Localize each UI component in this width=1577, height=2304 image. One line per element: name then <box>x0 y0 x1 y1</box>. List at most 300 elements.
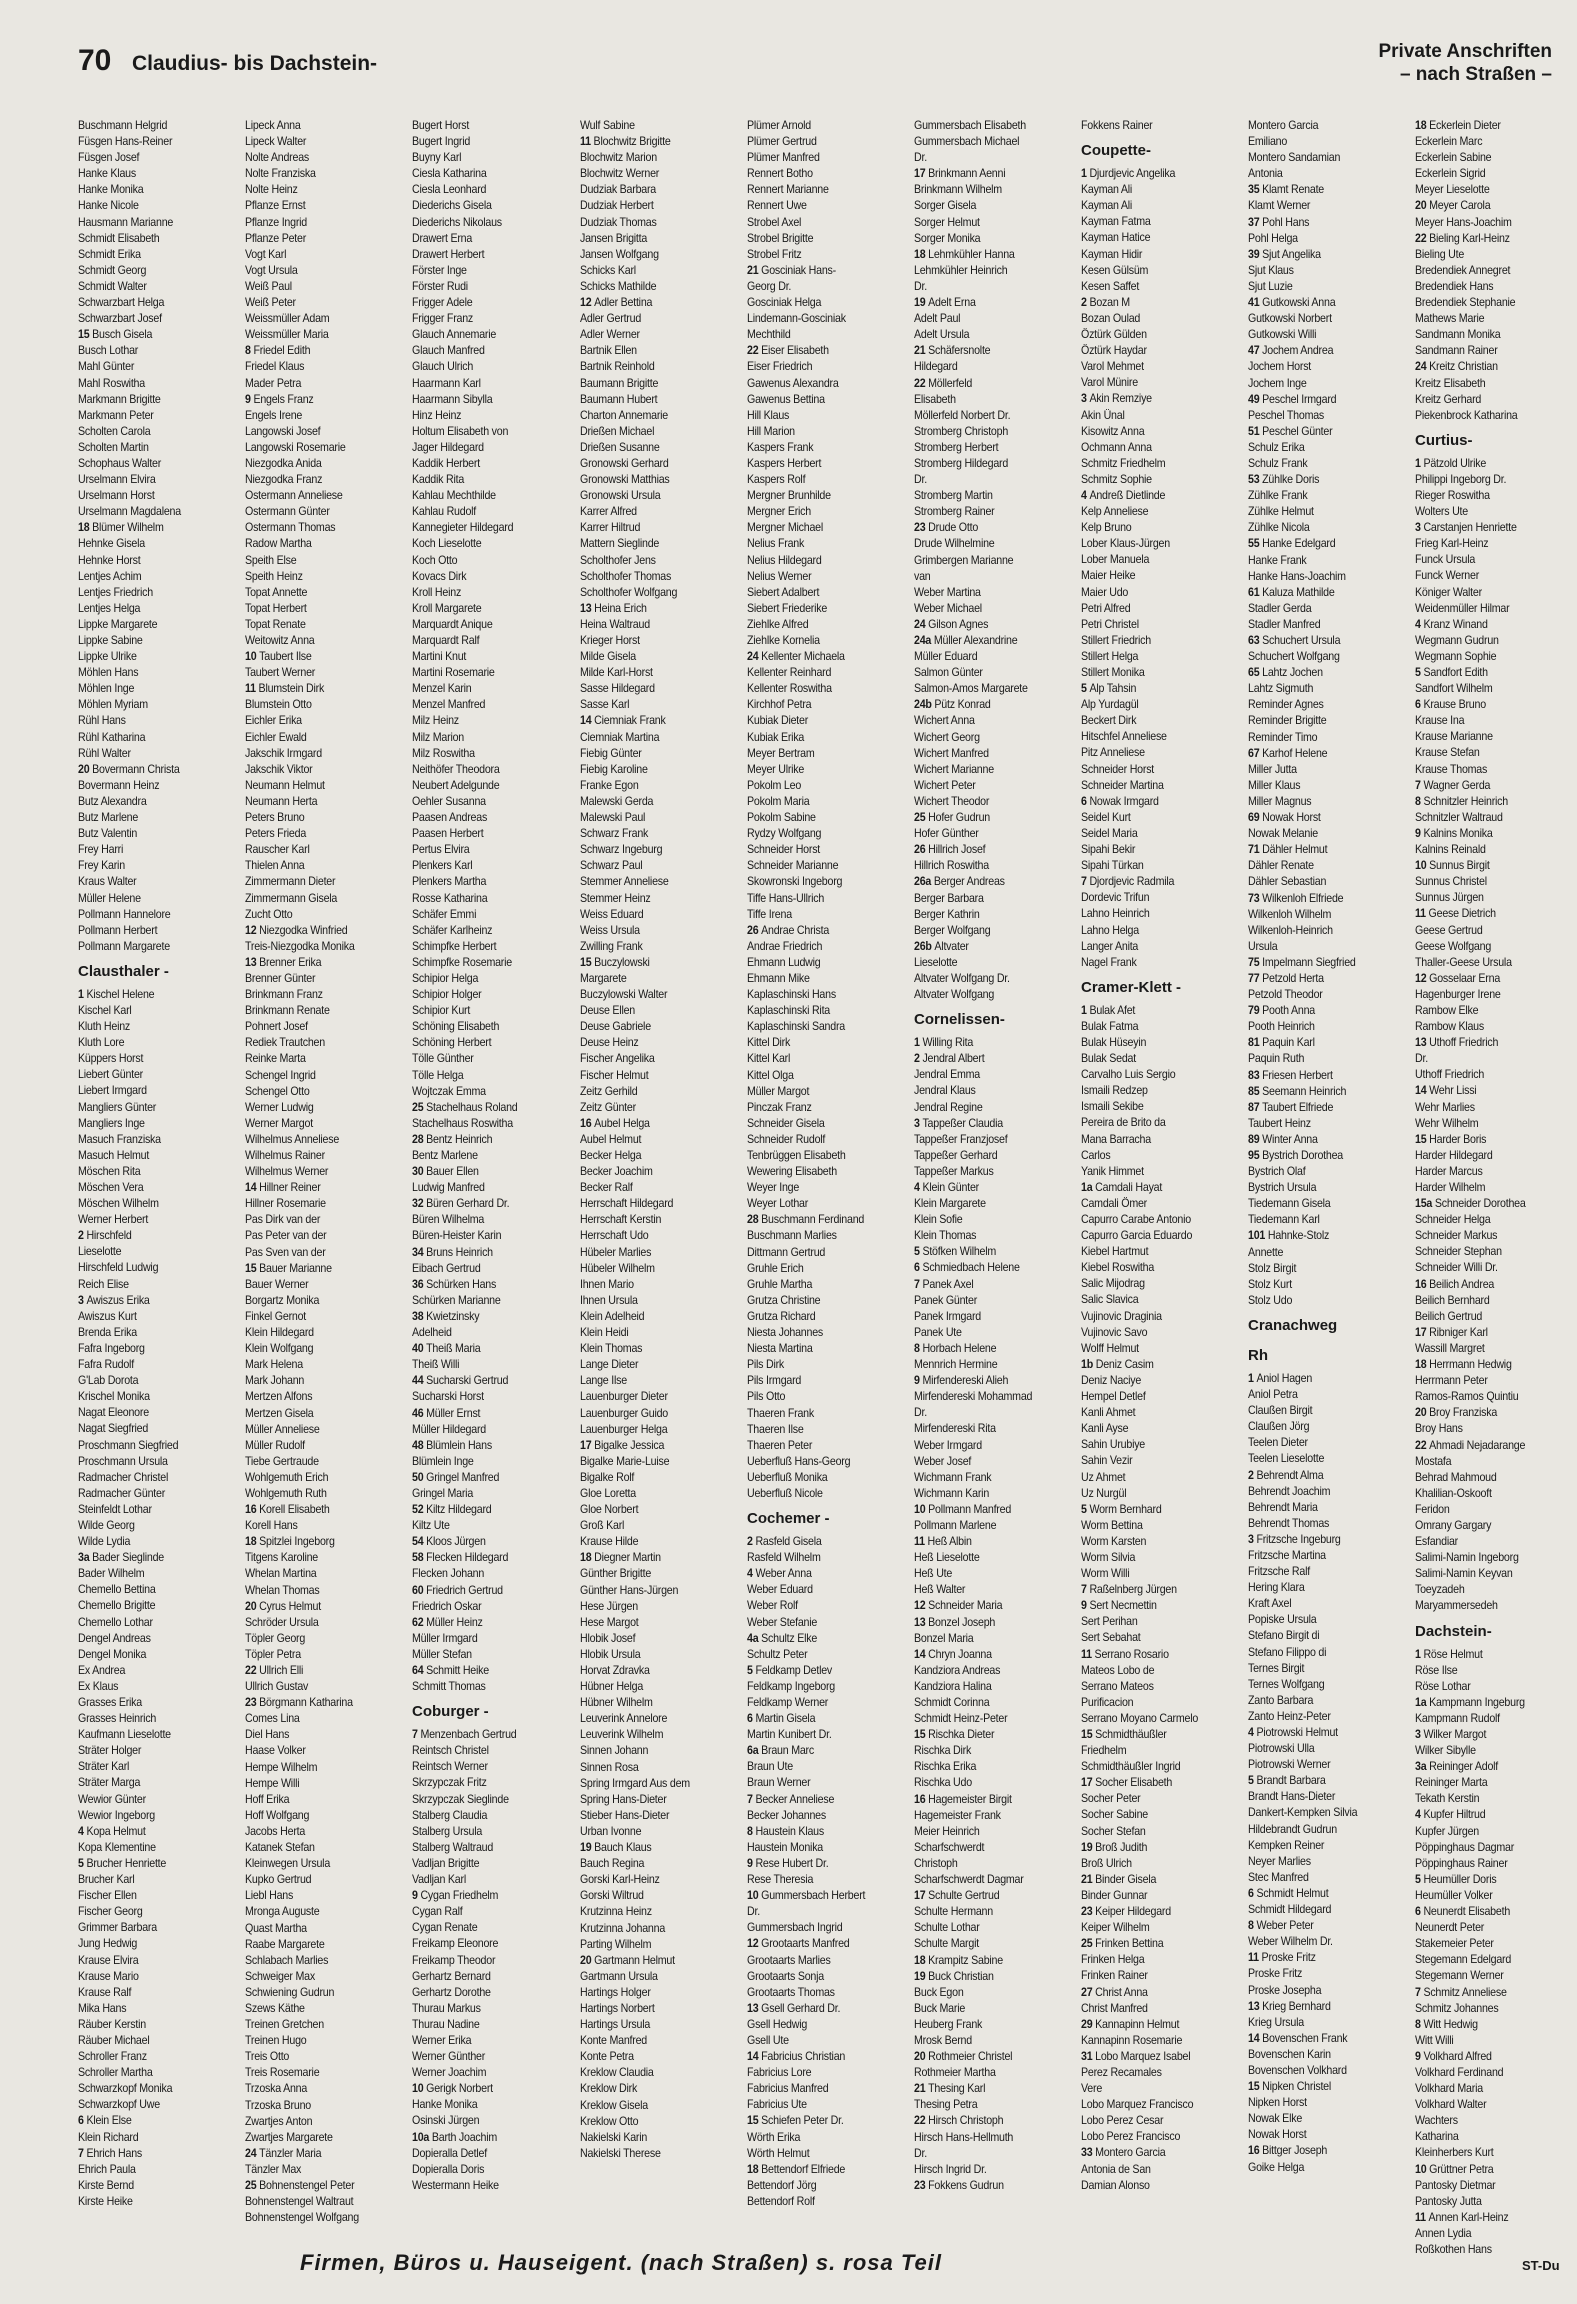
resident-entry: Ostermann Anneliese <box>245 489 343 503</box>
resident-entry: Schneider Markus <box>1415 1229 1498 1243</box>
resident-entry: Wichert Manfred <box>914 746 989 760</box>
resident-entry: Sahin Urubiye <box>1081 1438 1146 1452</box>
resident-entry: Büren-Heister Karin <box>412 1229 502 1243</box>
resident-entry: Reininger Marta <box>1415 1776 1488 1790</box>
resident-entry: 48 Blümlein Hans <box>412 1438 492 1452</box>
resident-entry: Grootaarts Marlies <box>747 1953 831 1967</box>
resident-entry: Urselmann Magdalena <box>78 505 181 519</box>
resident-entry: Bystrich Olaf <box>1248 1165 1306 1179</box>
resident-entry: Stillert Friedrich <box>1081 633 1151 647</box>
resident-entry: Dudziak Thomas <box>580 215 657 229</box>
resident-entry: Alp Yurdagül <box>1081 698 1139 712</box>
resident-entry: Reminder Brigitte <box>1248 714 1327 728</box>
resident-entry: Schwarzkopf Uwe <box>78 2098 160 2112</box>
resident-entry: Kaplaschinski Hans <box>747 988 836 1002</box>
resident-entry: Cygan Renate <box>412 1921 478 1935</box>
resident-entry: Martini Rosemarie <box>412 666 495 680</box>
resident-entry: Thaeren Frank <box>747 1406 814 1420</box>
page-range: Claudius- bis Dachstein- <box>132 52 378 75</box>
resident-entry: Drawert Erna <box>412 231 473 245</box>
resident-entry: Ciesla Leonhard <box>412 183 487 197</box>
resident-entry: Günther Brigitte <box>580 1567 652 1581</box>
resident-entry: 13 Uthoff Friedrich <box>1415 1036 1499 1050</box>
resident-entry: Fischer Georg <box>78 1905 143 1919</box>
resident-entry: Schneider Horst <box>1081 762 1155 776</box>
resident-entry: Klein Sofie <box>914 1213 963 1227</box>
resident-entry: Müller Hildegard <box>412 1422 486 1436</box>
resident-entry: Treinen Gretchen <box>245 2018 324 2032</box>
resident-entry: Frey Harri <box>78 843 124 857</box>
resident-entry: Füsgen Hans-Reiner <box>78 135 173 149</box>
resident-entry: Lange Ilse <box>580 1374 627 1388</box>
resident-entry: Siebert Friederike <box>747 601 828 615</box>
resident-entry: Plümer Arnold <box>747 119 812 132</box>
resident-entry: Kesen Gülsüm <box>1081 263 1149 277</box>
section-title-line1: Private Anschriften <box>1378 41 1552 62</box>
resident-entry: Behrad Mahmoud <box>1415 1470 1497 1484</box>
resident-entry: Stromberg Christoph <box>914 424 1009 438</box>
resident-entry: Meyer Lieselotte <box>1415 183 1490 197</box>
resident-entry: Haase Volker <box>245 1744 306 1758</box>
resident-entry: Kittel Karl <box>747 1052 791 1066</box>
resident-entry: 10 Gerigk Norbert <box>412 2082 493 2096</box>
resident-entry: Masuch Franziska <box>78 1132 161 1146</box>
resident-entry: Topat Herbert <box>245 601 307 615</box>
resident-entry: Weitowitz Anna <box>245 634 315 647</box>
resident-entry: Heina Waltraud <box>580 617 650 631</box>
resident-entry: Stromberg Rainer <box>914 505 995 519</box>
resident-entry: 73 Wilkenloh Elfriede <box>1248 891 1344 905</box>
resident-entry: Altvater Wolfgang Dr. <box>914 971 1010 985</box>
resident-entry: 3 Carstanjen Henriette <box>1415 521 1517 535</box>
resident-entry: Adler Werner <box>580 328 640 342</box>
resident-entry: Harder Marcus <box>1415 1164 1483 1178</box>
resident-entry: Lieselotte <box>914 955 958 969</box>
resident-entry: Thielen Anna <box>245 859 305 873</box>
resident-entry: 15a Schneider Dorothea <box>1415 1197 1526 1211</box>
resident-entry: Fokkens Rainer <box>1081 119 1153 132</box>
resident-entry: Radow Martha <box>245 537 312 551</box>
resident-entry: Dr. <box>914 1406 927 1420</box>
resident-entry: Osinski Jürgen <box>412 2114 480 2128</box>
resident-entry: Lieselotte <box>78 1245 122 1259</box>
resident-entry: Kampmann Rudolf <box>1415 1711 1500 1725</box>
resident-entry: Milz Heinz <box>412 714 459 728</box>
resident-entry: Stieber Hans-Dieter <box>580 1808 670 1822</box>
resident-entry: Thurau Nadine <box>412 2017 480 2031</box>
resident-entry: Nakielski Therese <box>580 2146 661 2160</box>
resident-entry: Lahno Heinrich <box>1081 907 1150 921</box>
resident-entry: Nagat Eleonore <box>78 1406 149 1420</box>
resident-entry: Schöning Herbert <box>412 1036 492 1050</box>
resident-entry: Ismaili Sekibe <box>1081 1100 1144 1114</box>
resident-entry: Niesta Martina <box>747 1342 813 1356</box>
resident-entry: Werner Ludwig <box>245 1100 314 1114</box>
resident-entry: Awiszus Kurt <box>78 1309 137 1323</box>
resident-entry: Grimbergen Marianne <box>914 553 1014 567</box>
resident-entry: Kupfer Jürgen <box>1415 1824 1480 1838</box>
resident-entry: Philippi Ingeborg Dr. <box>1415 472 1507 486</box>
resident-entry: 41 Gutkowski Anna <box>1248 296 1336 310</box>
resident-entry: 1 Djurdjevic Angelika <box>1081 167 1176 181</box>
resident-entry: Panek Ute <box>914 1325 962 1339</box>
resident-entry: Stegemann Werner <box>1415 1969 1504 1983</box>
resident-entry: 15 Rischka Dieter <box>914 1728 995 1742</box>
resident-entry: Liebl Hans <box>245 1889 294 1903</box>
resident-entry: Sandmann Rainer <box>1415 344 1498 358</box>
resident-entry: Sjut Luzie <box>1248 279 1293 293</box>
resident-entry: Buczylowski Walter <box>580 988 668 1002</box>
resident-entry: Wilkenloh Wilhelm <box>1248 907 1332 921</box>
resident-entry: Ciesla Katharina <box>412 167 487 181</box>
resident-entry: 25 Bohnenstengel Peter <box>245 2179 355 2192</box>
resident-entry: Kreklow Dirk <box>580 2082 638 2096</box>
resident-entry: Hartings Ursula <box>580 2018 651 2032</box>
resident-entry: Adelt Paul <box>914 312 961 326</box>
resident-entry: 7 Menzenbach Gertrud <box>412 1728 517 1742</box>
resident-entry: Brinkmann Wilhelm <box>914 183 1002 197</box>
resident-entry: Meyer Hans-Joachim <box>1415 215 1512 229</box>
resident-entry: Bohnenstengel Wolfgang <box>245 2211 359 2225</box>
resident-entry: Parting Wilhelm <box>580 1937 652 1951</box>
resident-entry: Schimpfke Rosemarie <box>412 955 512 969</box>
resident-entry: 10 Gummersbach Herbert <box>747 1889 866 1903</box>
resident-entry: Milde Gisela <box>580 650 636 664</box>
resident-entry: Oehler Susanna <box>412 794 486 808</box>
resident-entry: Cygan Ralf <box>412 1905 463 1919</box>
resident-entry: Socher Stefan <box>1081 1824 1146 1838</box>
resident-entry: Buschmann Helgrid <box>78 119 168 132</box>
resident-entry: Fischer Angelika <box>580 1052 655 1066</box>
resident-entry: Sinnen Johann <box>580 1744 649 1758</box>
resident-entry: Panek Günter <box>914 1293 978 1307</box>
resident-entry: 89 Winter Anna <box>1248 1132 1318 1146</box>
resident-entry: 61 Kaluza Mathilde <box>1248 585 1335 599</box>
resident-entry: Antonia de San <box>1081 2162 1151 2176</box>
resident-entry: 5 Stöfken Wilhelm <box>914 1245 997 1259</box>
resident-entry: Heß Lieselotte <box>914 1551 980 1565</box>
resident-entry: 7 Ehrich Hans <box>78 2146 143 2160</box>
resident-entry: 75 Impelmann Siegfried <box>1248 955 1356 969</box>
resident-entry: Piotrowski Werner <box>1248 1758 1331 1772</box>
resident-entry: Förster Rudi <box>412 279 468 293</box>
resident-entry: Bovenschen Karin <box>1248 2047 1331 2061</box>
resident-entry: 10 Sunnus Birgit <box>1415 859 1490 873</box>
resident-entry: Sasse Karl <box>580 698 630 712</box>
resident-entry: Weber Josef <box>914 1454 972 1468</box>
resident-entry: Gloe Norbert <box>580 1503 639 1517</box>
resident-entry: Mahl Günter <box>78 360 135 374</box>
resident-entry: Piekenbrock Katharina <box>1415 408 1518 422</box>
resident-entry: Wachters <box>1415 2114 1458 2128</box>
resident-entry: Klein Hildegard <box>245 1326 314 1340</box>
resident-entry: 4 Piotrowski Helmut <box>1248 1726 1338 1739</box>
resident-entry: 23 Fokkens Gudrun <box>914 2178 1004 2192</box>
resident-entry: Dähler Sebastian <box>1248 875 1327 889</box>
resident-entry: Deuse Ellen <box>580 1004 635 1018</box>
resident-entry: Bentz Marlene <box>412 1149 478 1162</box>
resident-entry: Stillert Monika <box>1081 666 1145 679</box>
resident-entry: 15 Buczylowski <box>580 955 650 969</box>
resident-entry: 2 Bozan M <box>1081 295 1130 309</box>
resident-entry: 26b Altvater <box>914 939 969 953</box>
resident-entry: Worm Willi <box>1081 1567 1130 1581</box>
resident-entry: Mergner Michael <box>747 521 823 535</box>
resident-entry: Wilhelmus Rainer <box>245 1149 325 1162</box>
resident-entry: 5 Sandfort Edith <box>1415 666 1488 679</box>
resident-entry: 23 Keiper Hildegard <box>1081 1905 1171 1919</box>
resident-entry: Vujinovic Savo <box>1081 1325 1148 1339</box>
resident-entry: Topat Annette <box>245 585 308 599</box>
resident-entry: Ternes Birgit <box>1248 1661 1305 1675</box>
resident-entry: 4a Schultz Elke <box>747 1631 818 1645</box>
resident-entry: Bulak Fatma <box>1081 1019 1139 1033</box>
resident-entry: Katanek Stefan <box>245 1841 315 1855</box>
resident-entry: 4 Kranz Winand <box>1415 617 1488 631</box>
resident-entry: Elisabeth <box>914 392 956 406</box>
resident-entry: 17 Ribniger Karl <box>1415 1325 1488 1339</box>
resident-entry: Petri Christel <box>1081 617 1139 631</box>
resident-entry: Christoph <box>914 1856 958 1870</box>
resident-entry: Krause Mario <box>78 1969 139 1983</box>
resident-entry: Ciemniak Martina <box>580 730 660 744</box>
resident-entry: Volkhard Maria <box>1415 2082 1483 2096</box>
resident-entry: 7 Becker Anneliese <box>747 1792 835 1806</box>
resident-entry: Glauch Ulrich <box>412 360 474 374</box>
resident-entry: Stromberg Hildegard <box>914 456 1009 470</box>
resident-entry: Blümlein Inge <box>412 1454 474 1468</box>
resident-entry: Zanto Heinz-Peter <box>1248 1709 1331 1723</box>
resident-entry: Hillrich Roswitha <box>914 859 989 873</box>
resident-entry: Ziehlke Alfred <box>747 617 809 631</box>
resident-entry: Varol Münire <box>1081 376 1138 390</box>
resident-entry: 13 Heina Erich <box>580 601 647 615</box>
resident-entry: Mrosk Bernd <box>914 2033 972 2047</box>
resident-entry: Müller Anneliese <box>245 1422 320 1436</box>
resident-entry: Schwarzbart Josef <box>78 312 162 326</box>
resident-entry: 10 Pollmann Manfred <box>914 1502 1012 1516</box>
resident-entry: 30 Bauer Ellen <box>412 1165 479 1179</box>
resident-entry: 23 Drude Otto <box>914 521 979 535</box>
resident-entry: Haustein Monika <box>747 1840 824 1854</box>
resident-entry: Pertus Elvira <box>412 843 470 857</box>
resident-entry: Sandfort Wilhelm <box>1415 682 1493 696</box>
resident-entry: Schroller Franz <box>78 2050 147 2064</box>
resident-entry: Fabricius Ute <box>747 2098 807 2112</box>
resident-entry: 10a Barth Joachim <box>412 2130 498 2144</box>
resident-entry: Klein Thomas <box>914 1229 977 1243</box>
resident-entry: Charton Annemarie <box>580 408 669 422</box>
resident-entry: Krause Stefan <box>1415 746 1480 760</box>
resident-entry: 3a Reininger Adolf <box>1415 1760 1499 1774</box>
resident-entry: Strobel Fritz <box>747 247 802 261</box>
resident-entry: Kovacs Dirk <box>412 569 467 583</box>
resident-entry: Kaspers Herbert <box>747 456 822 470</box>
resident-entry: Engels Irene <box>245 408 303 422</box>
resident-entry: Aniol Petra <box>1248 1388 1298 1402</box>
directory-column <box>1248 118 1410 2218</box>
resident-entry: Zwartjes Anton <box>245 2114 313 2128</box>
resident-entry: 1 Pätzold Ulrike <box>1415 456 1487 470</box>
resident-entry: Fafra Rudolf <box>78 1358 134 1372</box>
resident-entry: Volkhard Ferdinand <box>1415 2065 1504 2079</box>
resident-entry: 7 Schmitz Anneliese <box>1415 1985 1507 1999</box>
resident-entry: Liebert Günter <box>78 1068 143 1082</box>
resident-entry: 28 Buschmann Ferdinand <box>747 1213 865 1227</box>
resident-entry: Töpler Georg <box>245 1631 306 1645</box>
resident-entry: 12 Grootaarts Manfred <box>747 1937 850 1951</box>
resident-entry: Salmon-Amos Margarete <box>914 682 1028 696</box>
resident-entry: Gsell Ute <box>747 2033 789 2047</box>
resident-entry: Becker Joachim <box>580 1165 653 1179</box>
resident-entry: Pollmann Margarete <box>78 939 170 953</box>
resident-entry: Kayman Hatice <box>1081 231 1151 245</box>
street-heading: Cochemer - <box>747 1510 830 1528</box>
resident-entry: 13 Bonzel Joseph <box>914 1615 996 1629</box>
resident-entry: Wehr Wilhelm <box>1415 1116 1479 1130</box>
resident-entry: Möschen Wilhelm <box>78 1197 159 1211</box>
resident-entry: Trzoska Bruno <box>245 2098 311 2112</box>
resident-entry: Möllerfeld Norbert Dr. <box>914 408 1011 422</box>
resident-entry: Bieling Ute <box>1415 247 1465 261</box>
footer-note: Firmen, Büros u. Hauseigent. (nach Straßen) s. rosa Teil <box>300 2250 942 2275</box>
resident-entry: 1 Willing Rita <box>914 1036 974 1050</box>
resident-entry: 20 Cyrus Helmut <box>245 1599 322 1613</box>
resident-entry: 53 Zühlke Doris <box>1248 473 1320 487</box>
resident-entry: Lehmkühler Heinrich <box>914 263 1008 277</box>
resident-entry: Brenda Erika <box>78 1325 137 1339</box>
resident-entry: Wegmann Gudrun <box>1415 633 1499 647</box>
resident-entry: Frinken Rainer <box>1081 1969 1148 1983</box>
resident-entry: 14 Bovenschen Frank <box>1248 2031 1348 2045</box>
resident-entry: 6 Krause Bruno <box>1415 698 1486 712</box>
resident-entry: Tiebe Gertraude <box>245 1454 319 1468</box>
resident-entry: Freikamp Eleonore <box>412 1937 499 1951</box>
resident-entry: Gringel Maria <box>412 1486 474 1500</box>
resident-entry: 9 Cygan Friedhelm <box>412 1889 499 1903</box>
resident-entry: Sträter Marga <box>78 1776 141 1790</box>
resident-entry: Kroll Margarete <box>412 601 482 615</box>
resident-entry: 19 Broß Judith <box>1081 1840 1148 1854</box>
resident-entry: 5 Feldkamp Detlev <box>747 1663 833 1677</box>
resident-entry: Schäfer Emmi <box>412 907 477 921</box>
resident-entry: Baumann Hubert <box>580 392 658 406</box>
resident-entry: Wilkenloh-Heinrich <box>1248 923 1333 937</box>
resident-entry: Mateos Lobo de <box>1081 1663 1155 1677</box>
resident-entry: 14 Ciemniak Frank <box>580 714 666 728</box>
resident-entry: Treis Rosemarie <box>245 2066 320 2080</box>
resident-entry: Plümer Gertrud <box>747 135 817 149</box>
resident-entry: Martin Kunibert Dr. <box>747 1728 832 1742</box>
resident-entry: Blumstein Otto <box>245 698 312 712</box>
resident-entry: Ullrich Gustav <box>245 1680 309 1694</box>
resident-entry: Wichert Marianne <box>914 762 994 776</box>
resident-entry: Tappeßer Markus <box>914 1164 994 1178</box>
resident-entry: Peters Bruno <box>245 811 305 825</box>
resident-entry: Schneider Rudolf <box>747 1132 826 1146</box>
resident-entry: Chemello Brigitte <box>78 1599 156 1613</box>
resident-entry: 101 Hahnke-Stolz <box>1248 1229 1330 1243</box>
resident-entry: 12 Gosselaar Erna <box>1415 971 1501 985</box>
resident-entry: Kayman Fatma <box>1081 215 1151 229</box>
resident-entry: Krischel Monika <box>78 1390 150 1404</box>
resident-entry: Mechthild <box>747 328 791 342</box>
resident-entry: 9 Engels Franz <box>245 392 314 406</box>
resident-entry: Pinczak Franz <box>747 1100 812 1114</box>
resident-entry: Kiebel Hartmut <box>1081 1245 1149 1259</box>
resident-entry: Ihnen Mario <box>580 1277 634 1291</box>
resident-entry: Müller Rudolf <box>245 1438 305 1452</box>
resident-entry: Gerhartz Dorothe <box>412 1985 491 1999</box>
resident-entry: Sipahi Bekir <box>1081 843 1136 857</box>
resident-entry: Frinken Helga <box>1081 1953 1145 1967</box>
resident-entry: 18 Lehmkühler Hanna <box>914 247 1015 261</box>
resident-entry: 95 Bystrich Dorothea <box>1248 1149 1344 1162</box>
resident-entry: 7 Wagner Gerda <box>1415 778 1491 792</box>
resident-entry: Hildebrandt Gudrun <box>1248 1822 1337 1836</box>
resident-entry: Haarmann Sibylla <box>412 392 493 406</box>
resident-entry: Plenkers Martha <box>412 875 487 889</box>
resident-entry: Wehr Marlies <box>1415 1100 1475 1114</box>
resident-entry: Weber Martina <box>914 585 981 599</box>
resident-entry: Ueberfluß Monika <box>747 1470 828 1484</box>
resident-entry: 14 Chryn Joanna <box>914 1647 992 1661</box>
resident-entry: Camdali Ömer <box>1081 1196 1147 1210</box>
resident-entry: Weber Rolf <box>747 1599 798 1613</box>
resident-entry: Kelp Bruno <box>1081 521 1132 535</box>
resident-entry: Hese Margot <box>580 1615 639 1629</box>
resident-entry: Wewior Ingeborg <box>78 1808 155 1822</box>
resident-entry: Katharina <box>1415 2130 1459 2144</box>
resident-entry: Butz Marlene <box>78 811 139 825</box>
resident-entry: Zimmermann Gisela <box>245 891 338 905</box>
resident-entry: Hanke Hans-Joachim <box>1248 569 1346 583</box>
resident-entry: Lindemann-Gosciniak <box>747 312 846 326</box>
resident-entry: 16 Hagemeister Birgit <box>914 1792 1012 1806</box>
resident-entry: Schneider Horst <box>747 843 821 857</box>
resident-entry: Schulte Hermann <box>914 1905 993 1919</box>
resident-entry: Reminder Agnes <box>1248 698 1324 712</box>
resident-entry: 25 Stachelhaus Roland <box>412 1100 518 1114</box>
resident-entry: Scholthofer Thomas <box>580 569 672 583</box>
resident-entry: 83 Friesen Herbert <box>1248 1068 1333 1082</box>
resident-entry: Ueberfluß Nicole <box>747 1486 823 1500</box>
resident-entry: Werner Herbert <box>78 1213 149 1227</box>
resident-entry: Nowak Melanie <box>1248 827 1318 841</box>
resident-entry: Mark Johann <box>245 1374 305 1388</box>
resident-entry: 63 Schuchert Ursula <box>1248 634 1341 647</box>
resident-entry: Pöppinghaus Dagmar <box>1415 1840 1515 1854</box>
resident-entry: Ostermann Günter <box>245 505 330 519</box>
resident-entry: Sasse Hildegard <box>580 682 655 696</box>
resident-entry: Urban Ivonne <box>580 1824 642 1838</box>
resident-entry: Grutza Christine <box>747 1293 821 1307</box>
resident-entry: Meyer Bertram <box>747 746 815 760</box>
resident-entry: 9 Rese Hubert Dr. <box>747 1856 829 1870</box>
resident-entry: Rothmeier Martha <box>914 2066 996 2080</box>
resident-entry: Schweiger Max <box>245 1969 315 1983</box>
resident-entry: Salimi-Namin Ingeborg <box>1415 1551 1519 1565</box>
resident-entry: 8 Horbach Helene <box>914 1341 997 1355</box>
resident-entry: Ex Klaus <box>78 1679 119 1693</box>
street-heading: Dachstein- <box>1415 1622 1492 1640</box>
resident-entry: Kreklow Claudia <box>580 2066 654 2080</box>
resident-entry: Bulak Hüseyin <box>1081 1035 1147 1049</box>
resident-entry: Nipken Horst <box>1248 2096 1307 2110</box>
resident-entry: Dopieralla Doris <box>412 2162 485 2176</box>
resident-entry: Kluth Lore <box>78 1036 125 1050</box>
resident-entry: Brinkmann Renate <box>245 1004 330 1018</box>
